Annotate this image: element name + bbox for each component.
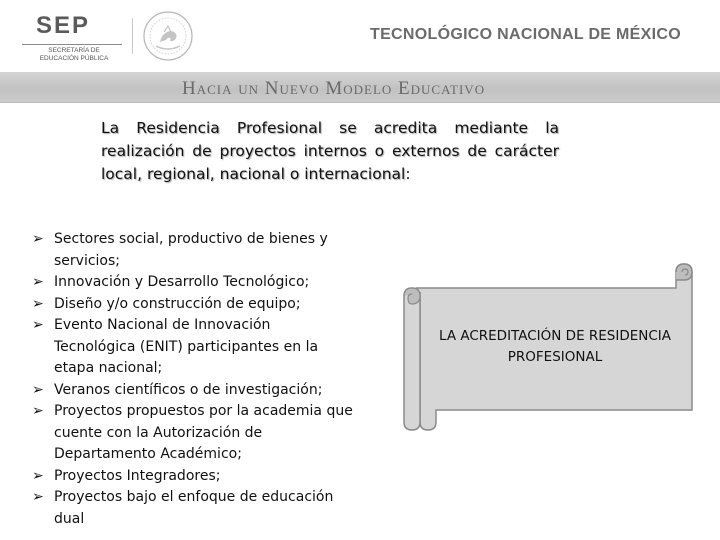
header: [0, 0, 720, 72]
intro-paragraph: [101, 117, 559, 186]
project-types-list: [32, 229, 354, 530]
scroll-curl-left: [404, 288, 420, 430]
arrow-bullet-icon: ➢: [32, 231, 44, 247]
list-item: [32, 272, 354, 294]
sep-rule: [22, 44, 122, 45]
list-item-text: Diseño y/o construcción de equipo;: [54, 295, 301, 312]
intro-colon: :: [405, 165, 411, 183]
banner-text: Hacia un Nuevo Modelo Educativo: [182, 78, 486, 99]
sep-logo: [22, 12, 122, 62]
list-item: [32, 401, 354, 466]
banner: [0, 72, 720, 103]
intro-text: La Residencia Profesional se acredita mediante la realización de proyectos internos o externos de carácter local, regional, nacional o internacional: [101, 119, 559, 183]
arrow-bullet-icon: ➢: [32, 317, 44, 333]
list-item: [32, 380, 354, 402]
arrow-bullet-icon: ➢: [32, 489, 44, 505]
arrow-bullet-icon: ➢: [32, 295, 44, 312]
institution-name: TECNOLÓGICO NACIONAL DE MÉXICO: [370, 26, 681, 43]
list-item-text: Proyectos propuestos por la academia que cuente con la Autorización de Departamento Académico;: [54, 403, 353, 462]
list-item: [32, 315, 354, 380]
list-item-text: Veranos científicos o de investigación;: [54, 381, 323, 398]
sep-name: SEP: [36, 12, 91, 39]
arrow-bullet-icon: ➢: [32, 381, 44, 398]
header-divider: [132, 18, 133, 54]
list-item: [32, 466, 354, 488]
list-item: [32, 487, 354, 530]
arrow-bullet-icon: ➢: [32, 467, 44, 484]
scroll-curl-top: [676, 264, 692, 280]
list-item-text: Proyectos Integradores;: [54, 467, 221, 484]
arrow-bullet-icon: ➢: [32, 274, 44, 290]
mexico-coat-of-arms-icon: [142, 10, 194, 62]
list-item-text: Evento Nacional de Innovación Tecnológica (ENIT) participantes en la etapa nacional;: [54, 317, 319, 376]
arrow-bullet-icon: ➢: [32, 403, 44, 419]
list-item-text: Sectores social, productivo de bienes y servicios;: [54, 231, 328, 269]
list-item: [32, 229, 354, 272]
scroll-text: LA ACREDITACIÓN DE RESIDENCIA PROFESIONAL: [438, 328, 672, 365]
list-item: [32, 294, 354, 316]
list-item-text: Innovación y Desarrollo Tecnológico;: [54, 274, 310, 290]
list-item-text: Proyectos bajo el enfoque de educación dual: [54, 489, 334, 527]
sep-subtitle: SECRETARÍA DE EDUCACIÓN PÚBLICA: [39, 47, 109, 62]
